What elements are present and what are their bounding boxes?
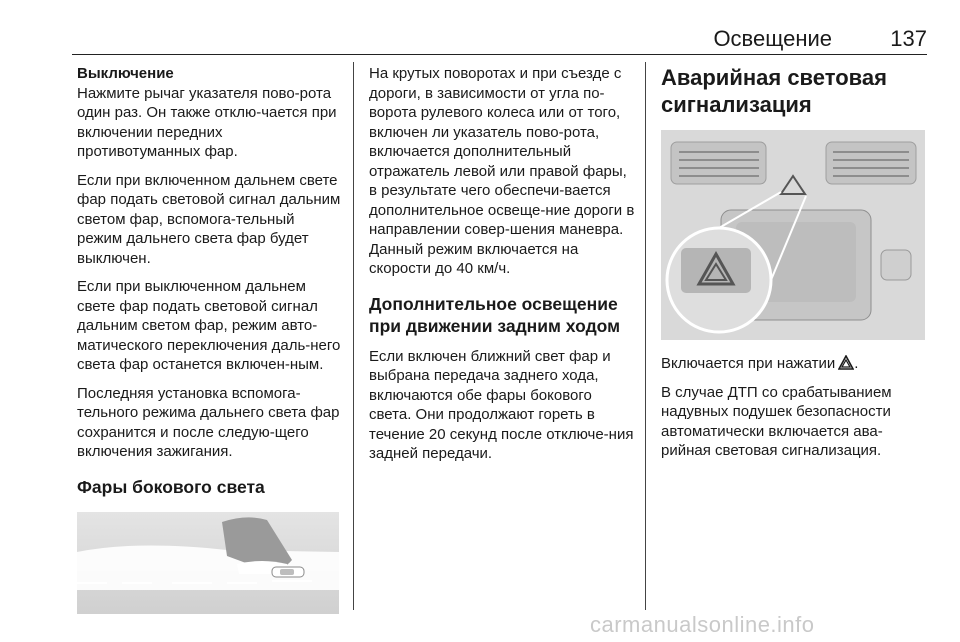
page-header: [72, 25, 927, 55]
column-right: [661, 64, 927, 470]
paragraph-reverse: Если включен ближний свет фар и выбрана передача заднего хода, включаются обе фары бокового света. Они продолжают гореть в течение 20 секунд после отключе-ния задней передачи.: [369, 347, 634, 462]
section-title: Освещение: [713, 26, 832, 51]
paragraph-airbag: В случае ДТП со срабатыванием надувных подушек безопасности автоматически включается ава-рийная световая сигнализация.: [661, 383, 892, 459]
paragraph-on-high: Если при включенном дальнем свете фар подать световой сигнал дальним светом фар, вспомога-тельный режим дальнего света фар будет выключен.: [77, 171, 341, 267]
paragraph-off: Нажмите рычаг указателя пово-рота один раз. Он также отклю-чается при включении передних противотуманных фар.: [77, 84, 337, 160]
paragraph-last: Последняя установка вспомога-тельного режима дальнего света фар сохранится и после следую-щего включения зажигания.: [77, 384, 340, 460]
press-text-end: .: [854, 355, 859, 372]
cornering-light-illustration: [77, 512, 339, 614]
column-left: [77, 64, 343, 614]
heading-side-lights: Фары бокового света: [77, 476, 265, 497]
hazard-triangle-icon: [838, 355, 854, 370]
column-divider: [353, 62, 354, 610]
paragraph-off-high: Если при выключенном дальнем свете фар подать световой сигнал дальним светом фар, режим авто-матического переключения даль-него света фар останется включен-ным.: [77, 278, 341, 373]
watermark: carmanualsonline.info: [590, 612, 815, 637]
heading-reverse-lighting: Дополнительное освещение при движении задним ходом: [369, 293, 621, 336]
column-divider: [645, 62, 646, 610]
heading-off: Выключение: [77, 65, 174, 82]
heading-hazard: Аварийная световая сигнализация: [661, 65, 887, 117]
paragraph-press: [661, 354, 927, 374]
press-text: Включается при нажатии: [661, 355, 836, 372]
column-middle: [369, 64, 635, 473]
paragraph-turns: На крутых поворотах и при съезде с дороги, в зависимости от угла по-ворота рулевого колеса или от того, включен ли указатель пово-рота, включается дополнительный отражатель левой или правой фары, в результате чего обеспечи-вается дополнительное освеще-ние дороги в направлении совер-шения маневра. Данный режим включается на скорости до 40 км/ч.: [369, 65, 635, 277]
page-number: 137: [890, 26, 927, 51]
hazard-switch-illustration: [661, 130, 925, 340]
header-rule: [72, 54, 927, 55]
